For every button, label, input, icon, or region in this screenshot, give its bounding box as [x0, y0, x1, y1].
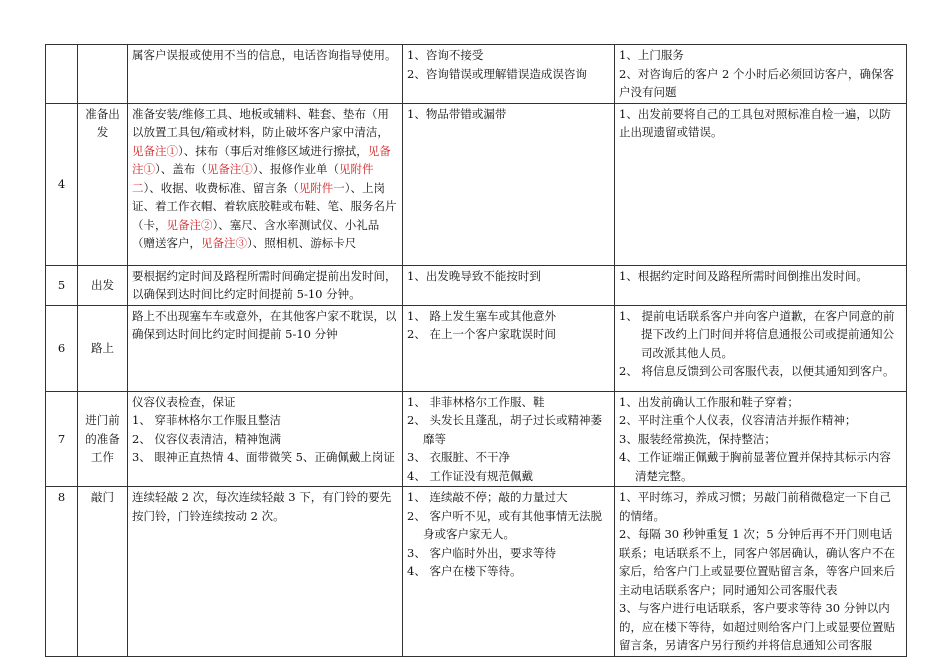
table-row: [46, 487, 907, 657]
risk-item: 1、出发晚导致不能按时到: [407, 268, 541, 283]
row-description: 路上不出现塞车车或意外，在其他客户家不耽误，以确保到达时间比约定时间提前 5-10 分钟: [128, 305, 403, 391]
note-ref: 见备注②: [166, 217, 213, 232]
row-number: 7: [46, 391, 78, 487]
attachment-ref: 见附件二: [132, 162, 374, 195]
row-number: 8: [46, 487, 78, 657]
measure-item: 1、 提前电话联系客户并向客户道歉，在客户同意的前提下改约上门时间并将信息通报公司或提前通知公司改派其他人员。: [619, 308, 895, 360]
row-step: [78, 45, 128, 104]
row-step: 进门前的准备工作: [78, 391, 128, 487]
measure-item: 2、平时注重个人仪表，仪容清洁并振作精神；: [619, 413, 857, 427]
row-number: 5: [46, 265, 78, 305]
measure-item: 1、根据约定时间及路程所需时间倒推出发时间。: [619, 268, 868, 283]
risk-item: 1、咨询不接受: [407, 48, 484, 62]
table-row: [46, 103, 907, 265]
row-description: [128, 391, 403, 487]
risk-item: 2、 在上一个客户家耽误时间: [407, 327, 556, 341]
attachment-ref: 见附件一: [298, 180, 345, 195]
row-risks: [403, 487, 615, 657]
row-measures: [615, 45, 907, 104]
risk-item: 3、 衣服脏、不干净: [407, 450, 510, 464]
row-risks: [403, 391, 615, 487]
table-row: [46, 305, 907, 391]
row-number: 4: [46, 103, 78, 265]
row-description: 准备安装/维修工具、地板或辅料、鞋套、垫布（用以放置工具包/箱或材料，防止破坏客户家中清洁，见备注①）、抹布（事后对维修区域进行擦拭，见备注①）、盖布（见备注①）、报修作业单（见附件二）、收据、收费标准、留言条（见附件一）、上岗证、着工作衣帽、着软底胶鞋或布鞋、笔、服务名片（卡，见备注②）、塞尺、含水率测试仪、小礼品（赠送客户，见备注③）、照相机、游标卡尺: [128, 103, 403, 265]
risk-item: 4、 工作证没有规范佩戴: [407, 468, 533, 483]
row-risks: [403, 305, 615, 391]
measure-item: 3、与客户进行电话联系，客户要求等待 30 分钟以内的，应在楼下等待，如超过则给客户门上或显要位置贴留言条，另请客户另行预约并将信息通知公司客服: [619, 601, 895, 652]
row-step: 准备出发: [78, 103, 128, 265]
table-row: [46, 45, 907, 104]
note-ref: 见备注③: [201, 236, 247, 250]
row-description: 要根据约定时间及路程所需时间确定提前出发时间，以确保到达时间比约定时间提前 5-10 分钟。: [128, 265, 403, 305]
measure-item: 3、服装经常换洗，保持整洁；: [619, 431, 776, 446]
risk-item: 2、 客户听不见，或有其他事情无法脱身或客户家无人。: [407, 508, 602, 541]
measure-item: 4、工作证端正佩戴于胸前显著位置并保持其标示内容清楚完整。: [619, 450, 891, 483]
risk-item: 3、 客户临时外出，要求等待: [407, 545, 556, 560]
risk-item: 1、 非菲林格尔工作服、鞋: [407, 394, 545, 409]
row-number: 6: [46, 305, 78, 391]
row-risks: [403, 103, 615, 265]
risk-item: 2、咨询错误或理解错误造成误咨询: [407, 66, 587, 81]
row-measures: [615, 103, 907, 265]
measure-item: 1、出发前确认工作服和鞋子穿着；: [619, 394, 799, 409]
measure-item: 2、对咨询后的客户 2 个小时后必须回访客户，确保客户没有问题: [619, 66, 894, 99]
measure-item: 2、每隔 30 秒钟重复 1 次；5 分钟后再不开门则电话联系；电话联系不上，同客户邻居确认，确认客户不在家后，给客户门上或显要位置贴留言条，等客户回来后主动电话联系客户；同时通知公司客服代表: [619, 527, 895, 597]
row-description: 连续轻敲 2 次，每次连续轻敲 3 下，有门铃的要先按门铃，门铃连续按动 2 次。: [128, 487, 403, 657]
row-measures: [615, 305, 907, 391]
row-risks: [403, 45, 615, 104]
risk-item: 1、物品带错或漏带: [407, 106, 507, 121]
desc-line: 仪容仪表检查，保证: [132, 394, 236, 409]
risk-item: 4、 客户在楼下等待。: [407, 564, 522, 578]
row-number: [46, 45, 78, 104]
row-measures: [615, 391, 907, 487]
row-measures: [615, 265, 907, 305]
measure-item: 2、 将信息反馈到公司客服代表，以便其通知到客户。: [619, 364, 895, 378]
table-row: [46, 265, 907, 305]
row-step: 路上: [78, 305, 128, 391]
measure-item: 1、平时练习，养成习惯；另敲门前稍微稳定一下自己的情绪。: [619, 490, 891, 523]
desc-line: 2、 仪容仪表清洁，精神饱满: [132, 431, 281, 446]
row-step: 出发: [78, 265, 128, 305]
measure-item: 1、出发前要将自己的工具包对照标准自检一遍，以防止出现遗留或错误。: [619, 106, 891, 139]
note-ref: 见备注①: [206, 162, 253, 176]
measure-item: 1、上门服务: [619, 48, 684, 62]
service-process-table: [45, 44, 907, 657]
row-description: 属客户误报或使用不当的信息，电话咨询指导使用。: [128, 45, 403, 104]
row-measures: [615, 487, 907, 657]
table-row: [46, 391, 907, 487]
row-step: 敲门: [78, 487, 128, 657]
risk-item: 1、 路上发生塞车或其他意外: [407, 308, 556, 323]
desc-line: 3、 眼神正直热情 4、面带微笑 5、正确佩戴上岗证: [132, 450, 395, 464]
risk-item: 1、 连续敲不停；敲的力量过大: [407, 490, 568, 504]
desc-line: 1、 穿菲林格尔工作服且整洁: [132, 413, 281, 427]
row-risks: [403, 265, 615, 305]
note-ref: 见备注①: [132, 143, 391, 176]
note-ref: 见备注①: [132, 143, 178, 158]
risk-item: 2、 头发长且蓬乱，胡子过长或精神萎靡等: [407, 413, 602, 446]
